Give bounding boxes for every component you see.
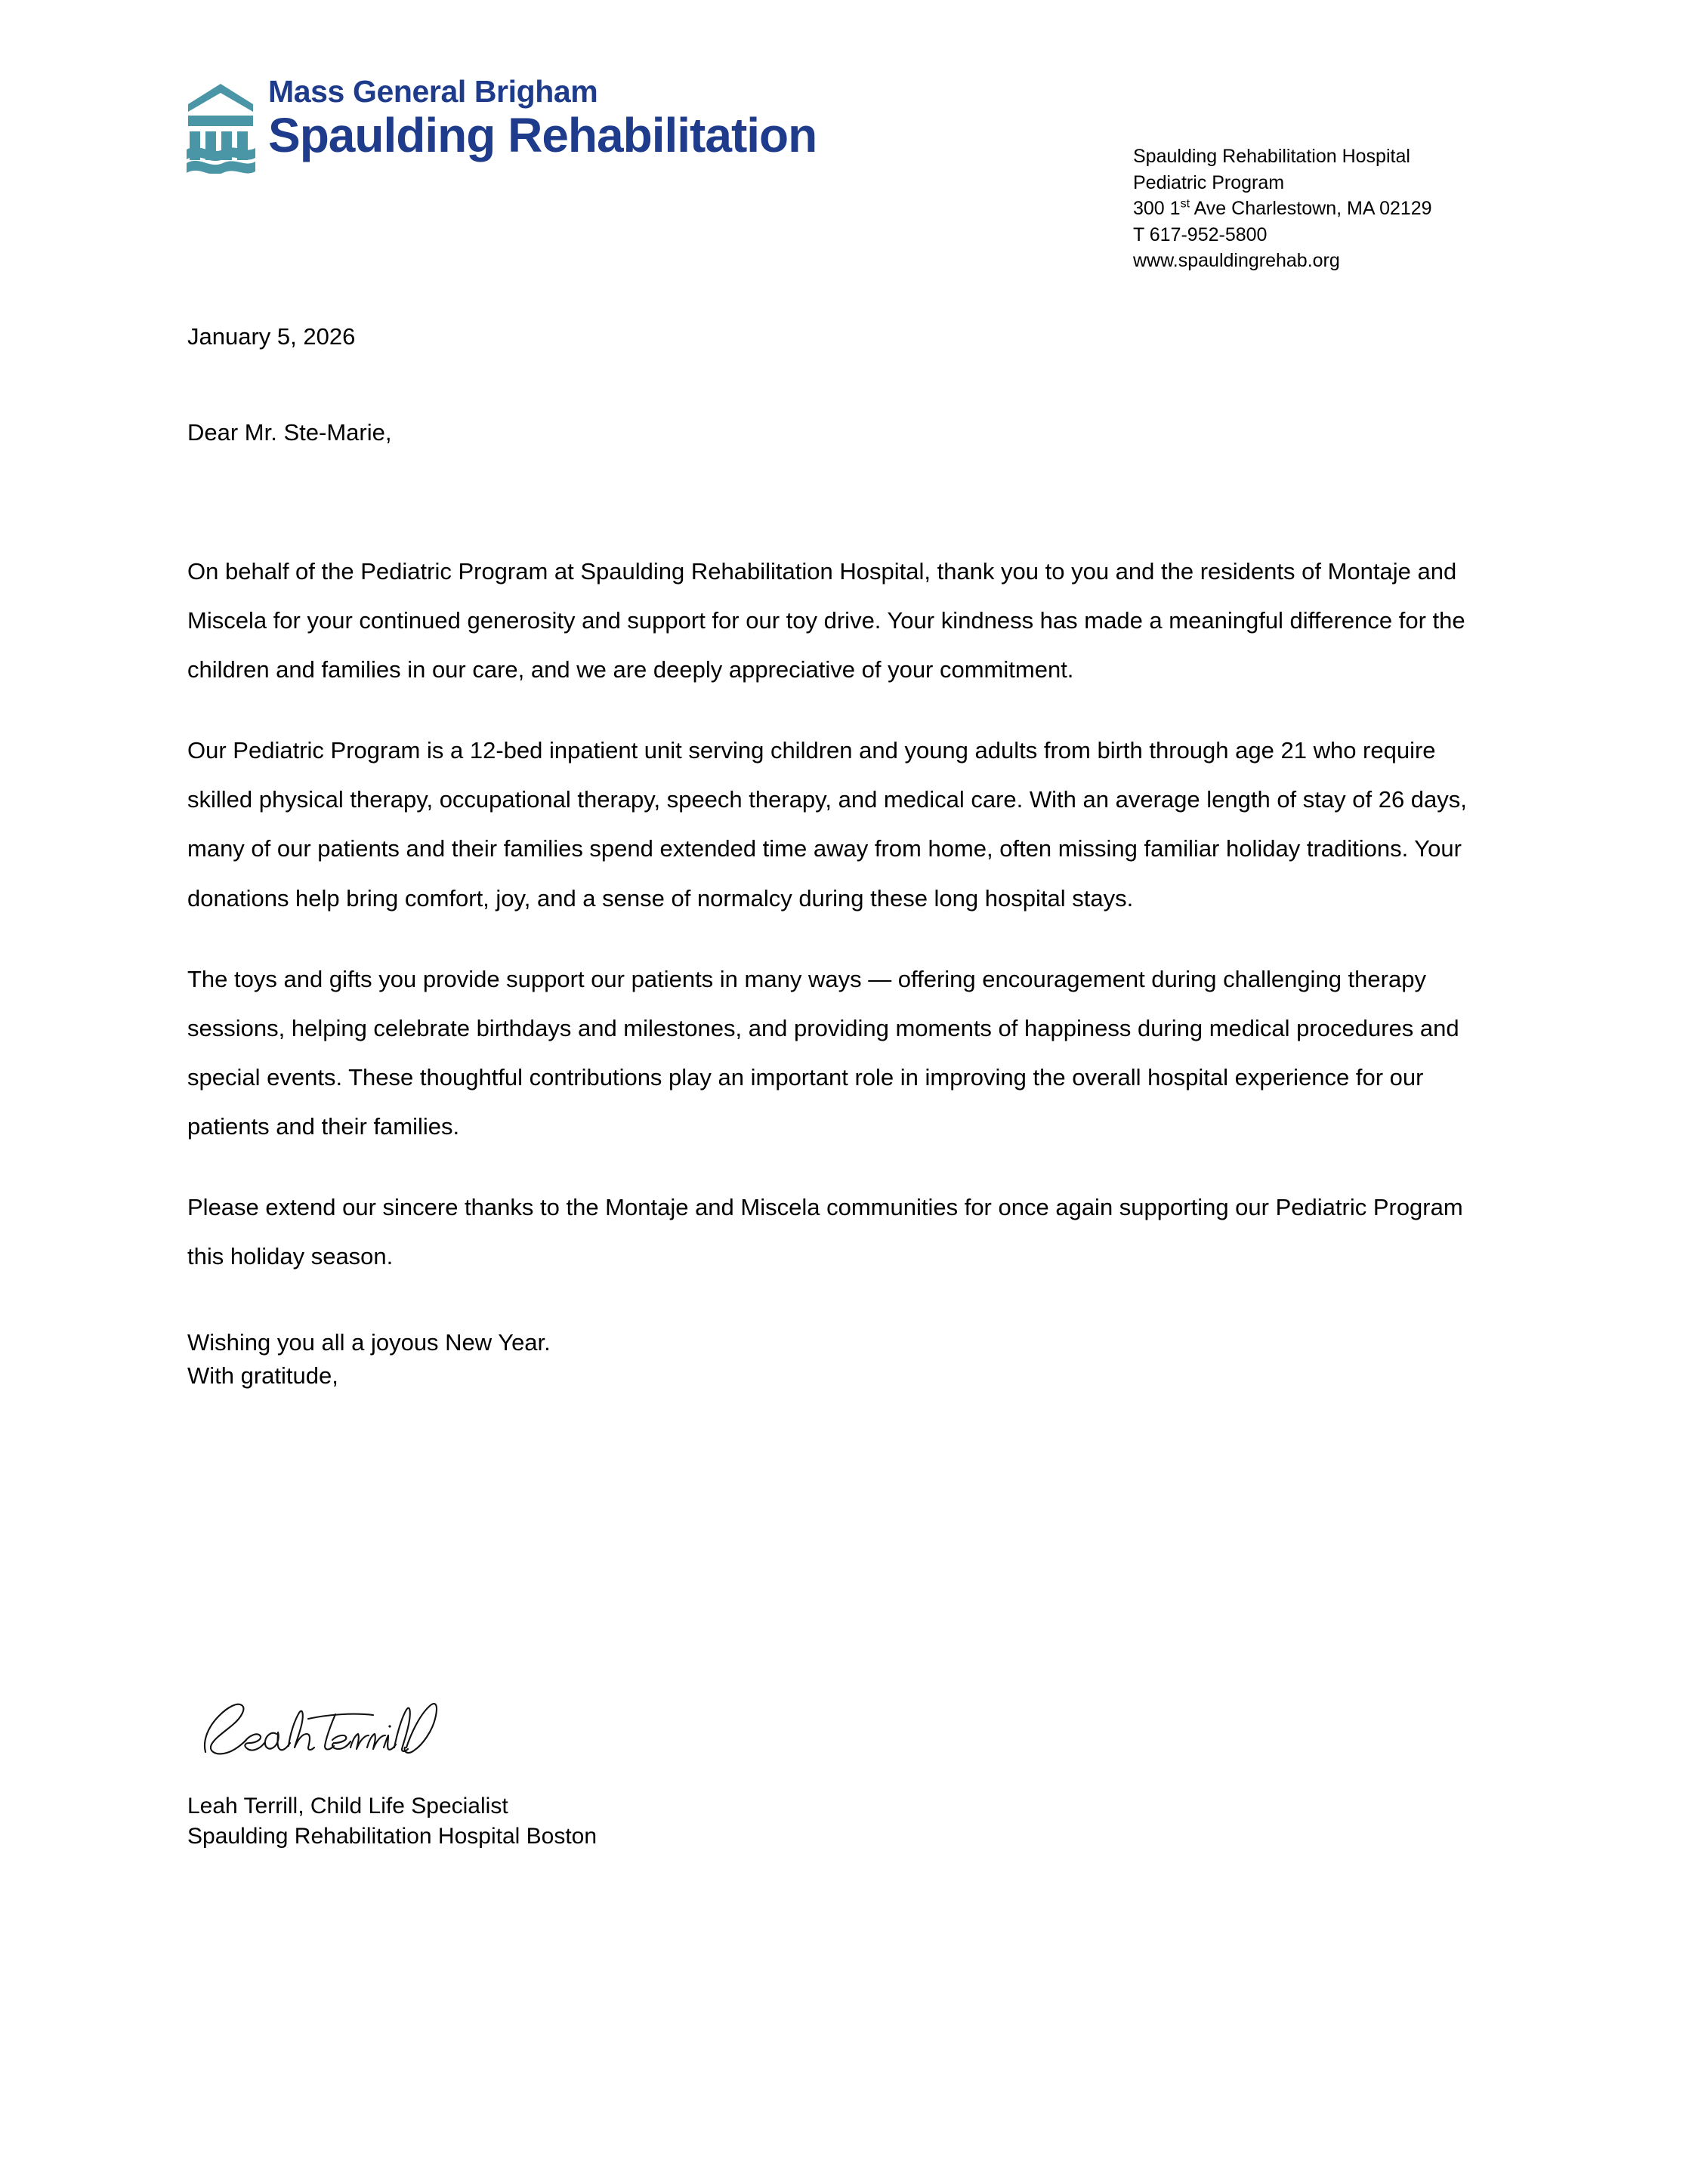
spaulding-temple-icon: [184, 80, 258, 174]
letter-paragraph: Our Pediatric Program is a 12-bed inpatient unit serving children and young adults from birth through age 21 who require skilled physical therapy, occupational therapy, speech therapy, and medical care. With an average length of stay of 26 days, many of our patients and their families spend extended time away from home, often missing familiar holiday traditions. Your donations help bring comfort, joy, and a sense of normalcy during these long hospital stays.: [187, 737, 1467, 912]
signer-affiliation: Spaulding Rehabilitation Hospital Boston: [187, 1823, 598, 1849]
letter-date: January 5, 2026: [187, 323, 356, 350]
logo-wordmark: [268, 76, 817, 162]
letter-salutation: Dear Mr. Ste-Marie,: [187, 419, 392, 446]
address-street: [1133, 196, 1432, 222]
signer-name-title: Leah Terrill, Child Life Specialist: [187, 1794, 508, 1818]
letter-closing: [187, 1326, 1471, 1393]
address-street-ordinal: st: [1180, 197, 1190, 211]
address-department: Pediatric Program: [1133, 171, 1285, 193]
letter-paragraph: On behalf of the Pediatric Program at Spaulding Rehabilitation Hospital, thank you to you and the residents of Montaje and Miscela for your continued generosity and support for our toy drive. Your kindness has made a meaningful difference for the children and families in our care, and we are deeply appreciative of your commitment.: [187, 558, 1465, 683]
address-website: www.spauldingrehab.org: [1133, 250, 1340, 271]
address-street-suffix: Ave Charlestown, MA 02129: [1190, 198, 1432, 219]
closing-salutation: With gratitude,: [187, 1362, 338, 1390]
handwritten-signature: [195, 1683, 444, 1766]
address-hospital-name: Spaulding Rehabilitation Hospital: [1133, 146, 1410, 167]
letter-body: [187, 325, 1471, 1393]
signature-block: [187, 1683, 867, 1851]
letter-paragraph: The toys and gifts you provide support our patients in many ways — offering encouragement during challenging therapy sessions, helping celebrate birthdays and milestones, and providing moments of happiness during medical procedures and special events. These thoughtful contributions play an important role in improving the overall hospital experience for our patients and their families.: [187, 965, 1459, 1140]
letterhead: [0, 65, 1686, 271]
address-phone: T 617-952-5800: [1133, 224, 1268, 245]
organization-logo: [184, 76, 817, 174]
signer-details: [187, 1791, 867, 1851]
letter-paragraph: Please extend our sincere thanks to the Montaje and Miscela communities for once again supporting our Pediatric Program this holiday season.: [187, 1194, 1463, 1270]
closing-wish: Wishing you all a joyous New Year.: [187, 1329, 551, 1356]
logo-brand-name: Spaulding Rehabilitation: [268, 108, 817, 163]
logo-parent-brand: Mass General Brigham: [268, 74, 598, 109]
address-street-prefix: 300 1: [1133, 198, 1181, 219]
address-block: [1133, 143, 1432, 274]
